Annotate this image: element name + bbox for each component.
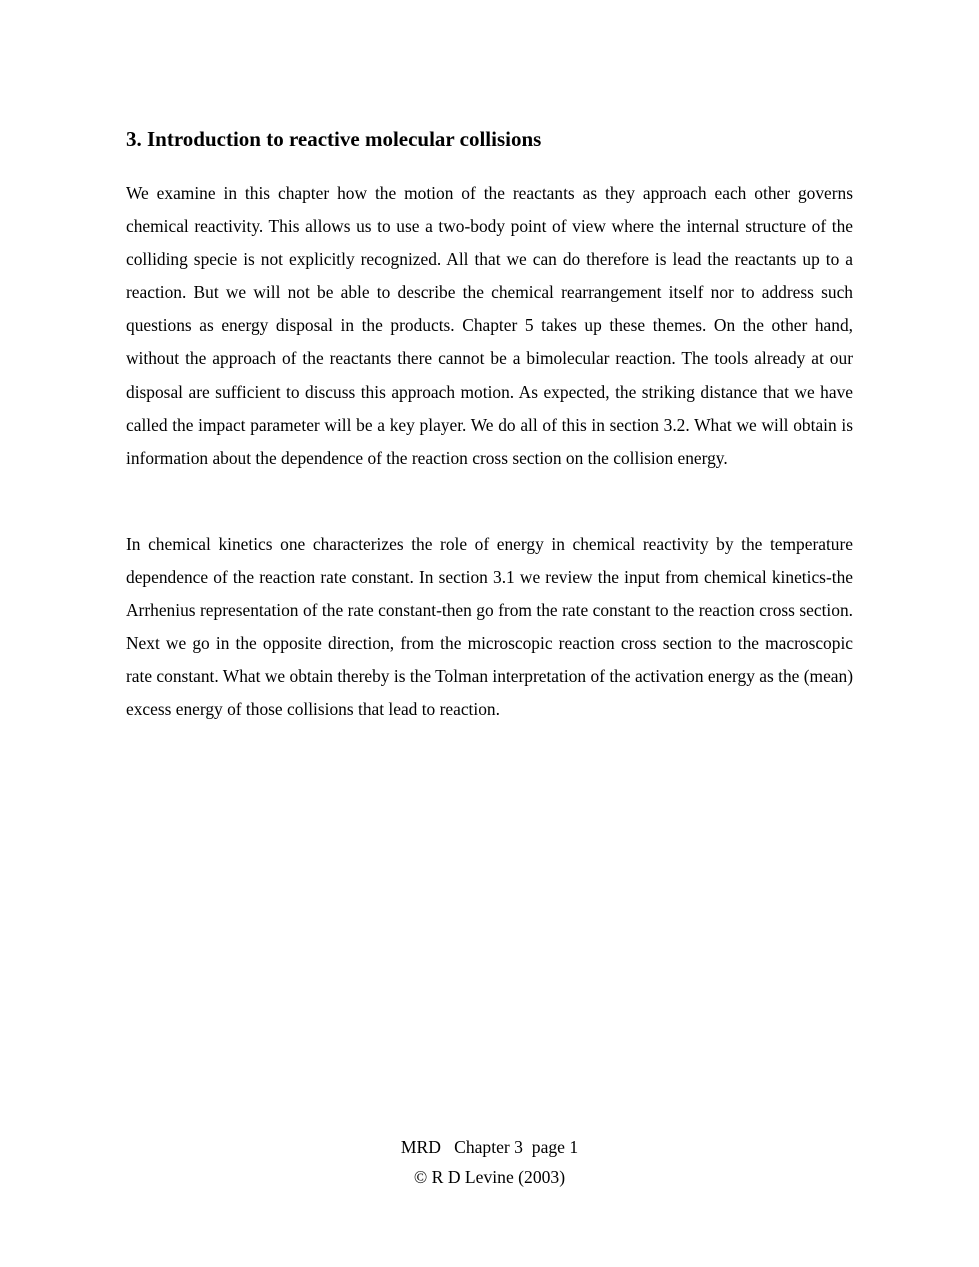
- page-footer-chapter-page: MRD Chapter 3 page 1: [400, 1137, 579, 1157]
- page-footer-copyright: © R D Levine (2003): [413, 1167, 566, 1187]
- body-paragraph-1: We examine in this chapter how the motion of the reactants as they approach each other governs chemical reactivity. This allows us to use a two-body point of view where the internal structure of the colliding specie is not explicitly recognized. All that we can do therefore is lead the reactants up to a reaction. But we will not be able to describe the chemical rearrangement itself nor to address such questions as energy disposal in the products. Chapter 5 takes up these themes. On the other hand, without the approach of the reactants there cannot be a bimolecular reaction. The tools already at our disposal are sufficient to discuss this approach motion. As expected, the striking distance that we have called the impact parameter will be a key player. We do all of this in section 3.2. What we will obtain is information about the dependence of the reaction cross section on the collision energy.: [126, 183, 853, 468]
- section-heading: 3. Introduction to reactive molecular collisions: [126, 127, 542, 151]
- body-paragraph-2: In chemical kinetics one characterizes the role of energy in chemical reactivity by the temperature dependence of the reaction rate constant. In section 3.1 we review the input from chemical kinetics-the Arrhenius representation of the rate constant-then go from the rate constant to the reaction cross section. Next we go in the opposite direction, from the microscopic reaction cross section to the macroscopic rate constant. What we obtain thereby is the Tolman interpretation of the activation energy as the (mean) excess energy of those collisions that lead to reaction.: [126, 534, 853, 720]
